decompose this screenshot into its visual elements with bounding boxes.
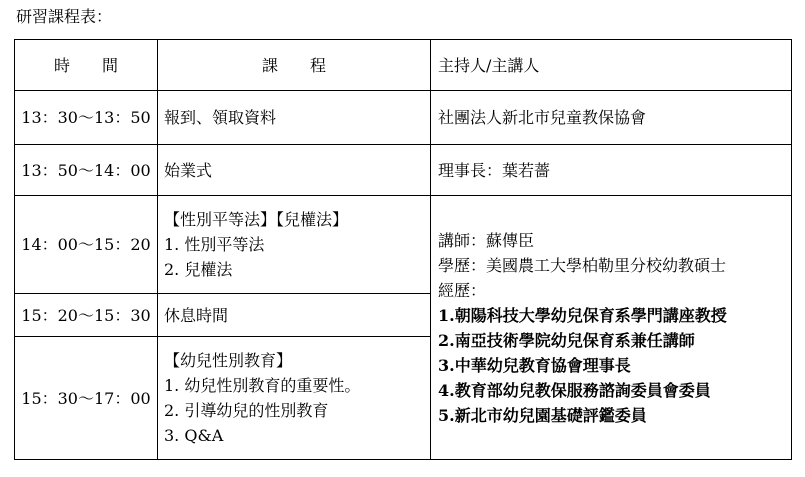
course-line: 【性別平等法】【兒權法】 [164, 210, 349, 229]
table-row [15, 145, 792, 196]
course-line: 1. 幼兒性別教育的重要性。 [164, 376, 361, 395]
course-cell [158, 91, 431, 145]
speaker-education: 學歷：美國農工大學柏勒里分校幼教碩士 [438, 255, 727, 275]
host-cell: 社團法人新北市兒童教保協會 [431, 91, 792, 145]
course-cell [158, 145, 431, 196]
header-host: 主持人/主講人 [431, 40, 792, 91]
table-row [15, 196, 792, 294]
header-row [15, 40, 792, 91]
experience-item: 1.朝陽科技大學幼兒保育系學門講座教授 [438, 305, 727, 325]
course-cell [158, 294, 431, 337]
course-line: 2. 引導幼兒的性別教育 [164, 401, 329, 420]
experience-item: 3.中華幼兒教育協會理事長 [438, 355, 631, 375]
experience-item: 5.新北市幼兒園基礎評鑑委員 [438, 405, 647, 425]
table-row [15, 91, 792, 145]
course-line: 1. 性別平等法 [164, 235, 265, 254]
course-line: 休息時間 [164, 305, 229, 325]
course-line: 2. 兒權法 [164, 260, 233, 279]
course-cell [158, 196, 431, 294]
time-cell: 15：20～15：30 [15, 294, 158, 337]
speaker-cell [431, 196, 792, 460]
time-cell: 14：00～15：20 [15, 196, 158, 294]
speaker-experience-label: 經歷： [438, 280, 487, 300]
experience-item: 2.南亞技術學院幼兒保育系兼任講師 [438, 330, 695, 350]
time-cell: 15：30～17：00 [15, 337, 158, 460]
host-cell: 理事長：葉若薔 [431, 145, 792, 196]
course-cell [158, 337, 431, 460]
course-line: 【幼兒性別教育】 [164, 351, 293, 370]
course-line: 3. Q&A [164, 426, 224, 445]
speaker-name: 講師：蘇傳臣 [438, 230, 535, 250]
schedule-table [14, 39, 792, 460]
header-course: 課 程 [158, 40, 431, 91]
page-heading: 研習課程表： [16, 7, 113, 26]
experience-item: 4.教育部幼兒教保服務諮詢委員會委員 [438, 380, 711, 400]
time-cell: 13：30～13：50 [15, 91, 158, 145]
course-line: 報到、領取資料 [164, 108, 277, 127]
time-cell: 13：50～14：00 [15, 145, 158, 196]
course-line: 始業式 [164, 160, 213, 180]
header-time: 時 間 [15, 40, 158, 91]
